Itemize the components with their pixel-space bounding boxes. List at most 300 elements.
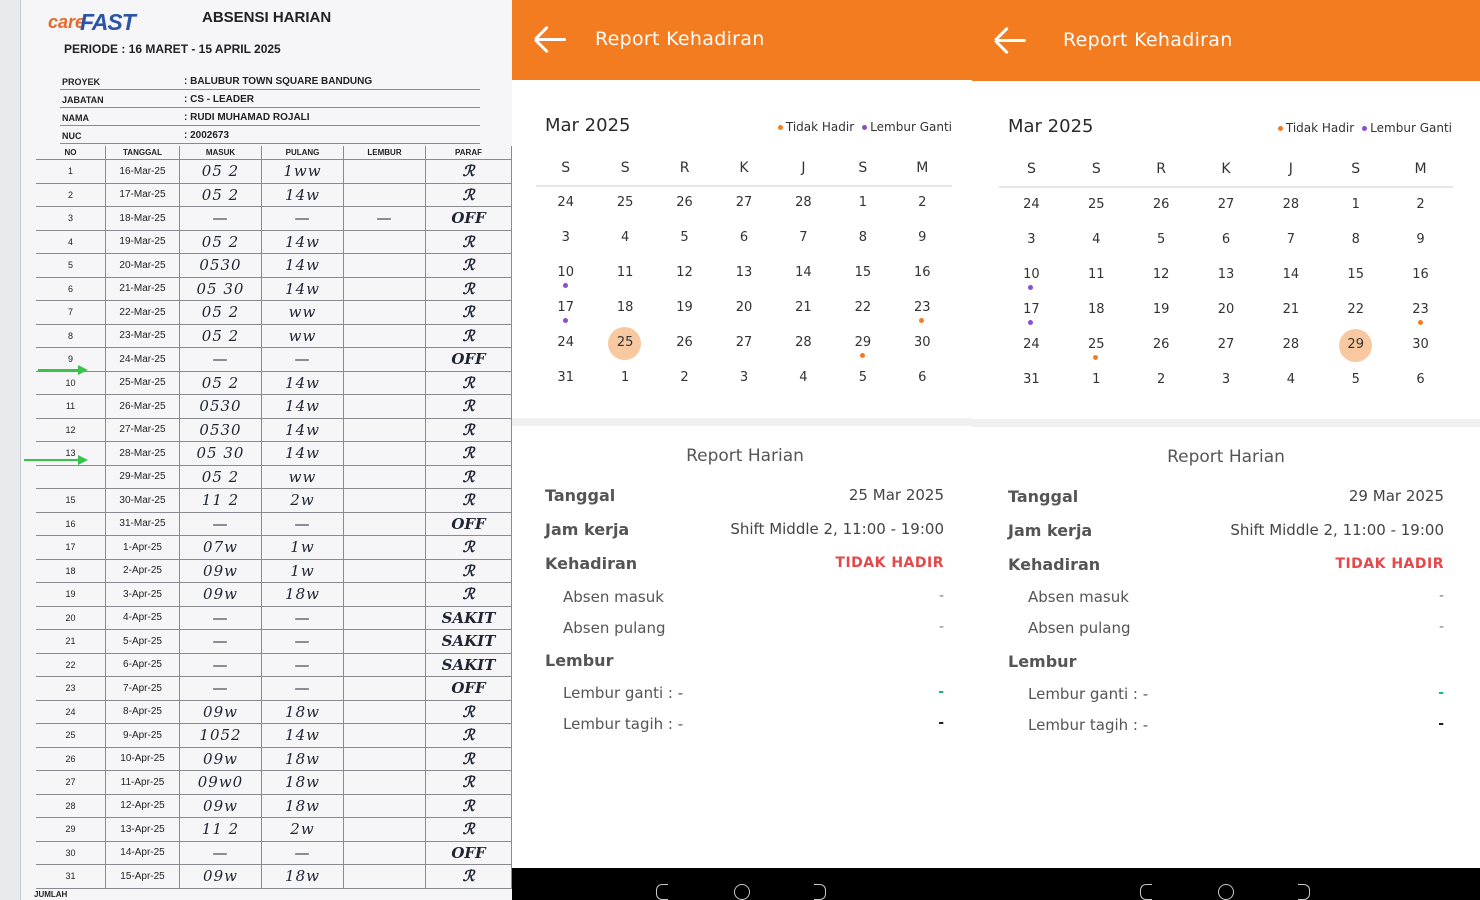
table-cell-paraf: ℛ	[426, 748, 512, 771]
table-cell-paraf: ℛ	[426, 560, 512, 583]
day-number: 28	[795, 335, 812, 350]
table-cell-pulang: 18w	[262, 701, 344, 724]
calendar-day[interactable]	[1013, 224, 1049, 256]
calendar-day[interactable]	[1273, 294, 1309, 326]
table-cell-date: 25-Mar-25	[106, 372, 180, 395]
calendar-day[interactable]	[667, 327, 703, 359]
table-cell-masuk: —	[180, 207, 262, 230]
table-row	[36, 301, 512, 325]
table-row	[36, 231, 512, 255]
table-cell-date: 2-Apr-25	[106, 560, 180, 583]
table-row	[36, 795, 512, 819]
table-cell-date: 10-Apr-25	[106, 748, 180, 771]
table-cell-masuk: 07w	[180, 536, 262, 559]
table-row	[36, 184, 512, 208]
day-number: 11	[616, 265, 634, 280]
day-number: 5	[680, 230, 689, 245]
app-bar-title: Report Kehadiran	[1063, 28, 1233, 51]
table-row	[36, 536, 512, 560]
calendar-day[interactable]	[1208, 189, 1244, 221]
table-cell-lembur	[344, 795, 426, 818]
day-number: 21	[1282, 302, 1300, 317]
calendar-day[interactable]	[785, 222, 821, 254]
day-number: 13	[735, 265, 753, 280]
table-header-cell: MASUK	[180, 146, 262, 160]
calendar-day[interactable]	[904, 187, 940, 219]
table-cell-no: 26	[36, 748, 106, 771]
table-cell-lembur	[344, 536, 426, 559]
table-cell-pulang: 1w	[262, 536, 344, 559]
day-number: 6	[1221, 232, 1231, 247]
table-cell-paraf: ℛ	[426, 231, 512, 254]
lembur-label: Lembur	[1008, 652, 1077, 671]
day-number: 6	[1416, 372, 1425, 387]
table-cell-date: 29-Mar-25	[106, 466, 180, 489]
calendar-day[interactable]	[785, 362, 821, 394]
day-number: 6	[918, 370, 927, 385]
table-cell-paraf: ℛ	[426, 583, 512, 606]
calendar-day[interactable]	[607, 222, 643, 254]
nav-recent-icon[interactable]	[1298, 884, 1310, 900]
table-cell-no: 13	[36, 442, 106, 465]
logo-care-text: care	[48, 12, 86, 32]
table-cell-pulang: 14w	[262, 278, 344, 301]
calendar-day[interactable]	[667, 222, 703, 254]
calendar-day[interactable]	[1338, 329, 1374, 361]
table-cell-masuk: 1052	[180, 724, 262, 747]
table-cell-pulang: 18w	[262, 795, 344, 818]
table-cell-masuk: 0530	[180, 395, 262, 418]
table-cell-lembur	[344, 489, 426, 512]
calendar-day[interactable]	[1403, 224, 1439, 256]
weekday-header: K	[739, 160, 749, 176]
calendar-day[interactable]	[1403, 259, 1439, 291]
table-cell-masuk: 05 2	[180, 231, 262, 254]
table-cell-date: 3-Apr-25	[106, 583, 180, 606]
table-cell-lembur	[344, 395, 426, 418]
table-row	[36, 865, 512, 889]
calendar-day[interactable]	[726, 222, 762, 254]
day-number: 24	[1023, 337, 1040, 352]
calendar-month-label[interactable]: Mar 2025	[545, 115, 631, 136]
weekday-header: J	[801, 160, 806, 176]
day-number: 15	[854, 265, 872, 280]
table-cell-no: 4	[36, 231, 106, 254]
day-number: 18	[1088, 302, 1105, 317]
calendar-day[interactable]	[1208, 224, 1244, 256]
table-row	[36, 583, 512, 607]
absent-dot-icon	[860, 353, 865, 358]
info-value: : CS - LEADER	[184, 94, 254, 105]
calendar-day[interactable]	[904, 292, 940, 324]
calendar-day[interactable]	[548, 292, 584, 324]
day-number: 17	[557, 300, 574, 315]
calendar-day[interactable]	[1338, 224, 1374, 256]
calendar-day[interactable]	[607, 187, 643, 219]
weekday-header: M	[916, 160, 929, 176]
calendar-day[interactable]	[904, 362, 940, 394]
table-cell-lembur	[344, 184, 426, 207]
calendar-day[interactable]	[607, 292, 643, 324]
calendar-day[interactable]	[1143, 329, 1179, 361]
calendar-day[interactable]	[1338, 189, 1374, 221]
lembur-dot-icon	[1028, 320, 1033, 325]
calendar-day[interactable]	[607, 257, 643, 289]
table-cell-pulang: 18w	[262, 583, 344, 606]
day-number: 24	[557, 335, 574, 350]
calendar-day[interactable]	[1078, 189, 1114, 221]
table-cell-no: 3	[36, 207, 106, 230]
kehadiran-status-badge: TIDAK HADIR	[835, 555, 944, 571]
table-cell-masuk: 05 2	[180, 184, 262, 207]
table-cell-masuk: 11 2	[180, 818, 262, 841]
table-cell-pulang: ww	[262, 466, 344, 489]
calendar-day[interactable]	[904, 327, 940, 359]
calendar-day[interactable]	[1338, 364, 1374, 396]
day-number: 3	[1221, 372, 1231, 387]
table-cell-date: 23-Mar-25	[106, 325, 180, 348]
calendar-day[interactable]	[548, 362, 584, 394]
calendar-day[interactable]	[845, 187, 881, 219]
table-cell-no: 5	[36, 254, 106, 277]
table-cell-pulang: 14w	[262, 395, 344, 418]
purple-dot-icon	[1362, 126, 1367, 131]
calendar-day[interactable]	[607, 362, 643, 394]
table-cell-date: 7-Apr-25	[106, 677, 180, 700]
calendar-day[interactable]	[1143, 189, 1179, 221]
calendar-day[interactable]	[1273, 364, 1309, 396]
table-cell-paraf: OFF	[426, 207, 512, 230]
table-cell-lembur	[344, 442, 426, 465]
lembur-tagih-label: Lembur tagih : -	[1028, 716, 1149, 734]
table-cell-lembur	[344, 630, 426, 653]
table-cell-pulang: 18w	[262, 771, 344, 794]
table-cell-lembur	[344, 513, 426, 536]
table-cell-paraf: ℛ	[426, 160, 512, 183]
table-cell-lembur	[344, 701, 426, 724]
day-number: 4	[1286, 372, 1295, 387]
calendar-day[interactable]	[726, 327, 762, 359]
day-number: 30	[1412, 337, 1429, 352]
day-number: 15	[1347, 267, 1364, 282]
table-cell-pulang: 2w	[262, 489, 344, 512]
table-row	[36, 372, 512, 396]
day-number: 16	[1412, 267, 1429, 282]
table-cell-paraf: ℛ	[426, 771, 512, 794]
day-number: 1	[1351, 197, 1360, 212]
day-number: 27	[1217, 337, 1235, 352]
calendar-day[interactable]	[667, 292, 703, 324]
calendar-day[interactable]	[726, 362, 762, 394]
calendar-day[interactable]	[667, 257, 703, 289]
calendar-day[interactable]	[548, 327, 584, 359]
table-cell-pulang: 14w	[262, 419, 344, 442]
table-cell-no: 19	[36, 583, 106, 606]
table-cell-lembur	[344, 607, 426, 630]
table-row	[36, 442, 512, 466]
calendar-day[interactable]	[845, 362, 881, 394]
table-cell-paraf: ℛ	[426, 795, 512, 818]
attendance-sheet-photo	[0, 0, 512, 900]
back-arrow-icon[interactable]	[994, 25, 1030, 57]
table-cell-pulang: —	[262, 348, 344, 371]
table-cell-no: 15	[36, 489, 106, 512]
calendar-day[interactable]	[904, 222, 940, 254]
calendar-day[interactable]	[1078, 259, 1114, 291]
table-cell-paraf: ℛ	[426, 254, 512, 277]
day-number: 5	[858, 370, 867, 385]
table-cell-no: 6	[36, 278, 106, 301]
weekday-header: K	[1221, 161, 1231, 177]
table-cell-masuk: —	[180, 348, 262, 371]
tanggal-label: Tanggal	[1008, 487, 1079, 506]
nav-home-icon[interactable]	[734, 884, 750, 900]
calendar-day[interactable]	[845, 257, 881, 289]
table-row	[36, 842, 512, 866]
table-cell-date: 24-Mar-25	[106, 348, 180, 371]
sheet-info-row	[60, 90, 480, 108]
calendar-day[interactable]	[845, 327, 881, 359]
day-number: 2	[1157, 372, 1166, 387]
day-number: 14	[1282, 267, 1300, 282]
calendar-day[interactable]	[1078, 364, 1114, 396]
logo-fast-text: FAST	[80, 9, 135, 35]
day-number: 5	[1351, 372, 1360, 387]
table-row	[36, 818, 512, 842]
calendar-day[interactable]	[607, 327, 643, 359]
calendar-day[interactable]	[1208, 259, 1244, 291]
table-header-cell: PULANG	[262, 146, 344, 160]
nav-back-icon[interactable]	[656, 884, 668, 900]
report-harian-title: Report Harian	[1167, 447, 1285, 467]
calendar-day[interactable]	[1013, 259, 1049, 291]
calendar-day[interactable]	[1013, 364, 1049, 396]
day-number: 3	[739, 370, 749, 385]
table-cell-paraf: OFF	[426, 513, 512, 536]
table-cell-date: 26-Mar-25	[106, 395, 180, 418]
table-cell-pulang: 2w	[262, 818, 344, 841]
day-number: 24	[557, 195, 574, 210]
calendar-day[interactable]	[1273, 329, 1309, 361]
table-cell-pulang: 1ww	[262, 160, 344, 183]
day-number: 4	[621, 230, 630, 245]
weekday-header: J	[1288, 161, 1293, 177]
lembur-dot-icon	[1028, 285, 1033, 290]
section-divider	[512, 418, 972, 426]
table-cell-masuk: 05 2	[180, 372, 262, 395]
table-cell-pulang: —	[262, 842, 344, 865]
table-cell-date: 27-Mar-25	[106, 419, 180, 442]
calendar-day[interactable]	[1078, 224, 1114, 256]
tanggal-label: Tanggal	[545, 486, 616, 505]
table-cell-no: 20	[36, 607, 106, 630]
table-cell-lembur	[344, 160, 426, 183]
table-header-cell: LEMBUR	[344, 146, 426, 160]
table-cell-pulang: 14w	[262, 724, 344, 747]
table-cell-paraf: OFF	[426, 677, 512, 700]
weekday-header: R	[679, 160, 690, 176]
calendar-day[interactable]	[1338, 294, 1374, 326]
table-cell-pulang: —	[262, 513, 344, 536]
info-label: NUC	[62, 131, 82, 141]
jam-kerja-label: Jam kerja	[545, 520, 630, 539]
table-cell-masuk: —	[180, 607, 262, 630]
app-bar	[512, 0, 972, 80]
calendar-day[interactable]	[845, 292, 881, 324]
kehadiran-label: Kehadiran	[1008, 555, 1101, 574]
calendar-day[interactable]	[1208, 294, 1244, 326]
calendar-day[interactable]	[785, 257, 821, 289]
table-row	[36, 560, 512, 584]
table-cell-lembur: —	[344, 207, 426, 230]
table-row	[36, 466, 512, 490]
table-cell-pulang: —	[262, 677, 344, 700]
day-number: 11	[1088, 267, 1105, 282]
calendar-day[interactable]	[1403, 294, 1439, 326]
calendar-day[interactable]	[1078, 329, 1114, 361]
back-arrow-icon[interactable]	[534, 24, 570, 56]
table-cell-pulang: —	[262, 207, 344, 230]
table-cell-lembur	[344, 818, 426, 841]
calendar-month-label[interactable]: Mar 2025	[1008, 116, 1094, 137]
table-cell-no: 17	[36, 536, 106, 559]
lembur-tagih-value: -	[1438, 716, 1444, 732]
table-cell-masuk: 05 2	[180, 466, 262, 489]
table-cell-pulang: 18w	[262, 748, 344, 771]
weekday-header: S	[1091, 161, 1101, 177]
table-cell-paraf: ℛ	[426, 301, 512, 324]
table-cell-no: 31	[36, 865, 106, 888]
app-bar-title: Report Kehadiran	[595, 28, 765, 50]
table-cell-no: 30	[36, 842, 106, 865]
calendar-day[interactable]	[548, 187, 584, 219]
info-label: NAMA	[62, 113, 89, 123]
table-cell-masuk: 0530	[180, 254, 262, 277]
table-row	[36, 278, 512, 302]
day-number: 8	[858, 230, 867, 245]
calendar-day[interactable]	[1013, 329, 1049, 361]
calendar-day[interactable]	[1078, 294, 1114, 326]
absent-dot-icon	[1093, 355, 1098, 360]
table-cell-pulang: 14w	[262, 184, 344, 207]
table-cell-no: 7	[36, 301, 106, 324]
calendar-day[interactable]	[726, 187, 762, 219]
calendar-divider	[999, 186, 1453, 188]
table-cell-masuk: —	[180, 654, 262, 677]
calendar-day[interactable]	[1208, 364, 1244, 396]
table-cell-no: 22	[36, 654, 106, 677]
day-number: 17	[1023, 302, 1040, 317]
android-nav-bar	[512, 868, 972, 900]
day-number: 24	[1023, 197, 1040, 212]
table-cell-masuk: 09w	[180, 560, 262, 583]
report-harian-title: Report Harian	[686, 446, 804, 466]
table-cell-pulang: 1w	[262, 560, 344, 583]
calendar-day[interactable]	[548, 222, 584, 254]
table-header-cell: TANGGAL	[106, 146, 180, 160]
calendar-day[interactable]	[1403, 329, 1439, 361]
green-arrow-icon	[24, 455, 88, 465]
table-cell-paraf: ℛ	[426, 395, 512, 418]
absen-masuk-value: -	[1438, 588, 1444, 604]
table-cell-masuk: 05 2	[180, 325, 262, 348]
carefast-logo	[44, 8, 140, 36]
table-cell-date: 12-Apr-25	[106, 795, 180, 818]
calendar-day[interactable]	[904, 257, 940, 289]
calendar-day[interactable]	[785, 327, 821, 359]
table-cell-paraf: ℛ	[426, 701, 512, 724]
table-cell-paraf: ℛ	[426, 724, 512, 747]
table-cell-no: 21	[36, 630, 106, 653]
calendar-day[interactable]	[667, 187, 703, 219]
calendar-day[interactable]	[785, 292, 821, 324]
calendar-day[interactable]	[667, 362, 703, 394]
table-cell-paraf: ℛ	[426, 489, 512, 512]
table-cell-lembur	[344, 748, 426, 771]
calendar-day[interactable]	[1143, 364, 1179, 396]
calendar-day[interactable]	[1143, 224, 1179, 256]
day-number: 27	[735, 335, 753, 350]
calendar-day[interactable]	[726, 257, 762, 289]
day-number: 27	[1217, 197, 1235, 212]
info-value: : 2002673	[184, 130, 230, 141]
calendar-day[interactable]	[726, 292, 762, 324]
table-cell-lembur	[344, 372, 426, 395]
weekday-header: R	[1156, 161, 1166, 177]
table-cell-lembur	[344, 865, 426, 888]
calendar-day[interactable]	[1273, 224, 1309, 256]
day-number: 1	[1092, 372, 1101, 387]
day-number: 31	[1023, 372, 1040, 387]
day-number: 28	[1282, 337, 1300, 352]
nav-home-icon[interactable]	[1218, 884, 1234, 900]
calendar-day[interactable]	[1403, 364, 1439, 396]
lembur-ganti-label: Lembur ganti : -	[563, 684, 684, 702]
day-number: 1	[621, 370, 630, 385]
calendar-day[interactable]	[785, 187, 821, 219]
calendar-day[interactable]	[1338, 259, 1374, 291]
calendar-day[interactable]	[1273, 189, 1309, 221]
table-cell-lembur	[344, 771, 426, 794]
purple-dot-icon	[862, 125, 867, 130]
calendar-day[interactable]	[1208, 329, 1244, 361]
calendar-day[interactable]	[845, 222, 881, 254]
calendar-day[interactable]	[548, 257, 584, 289]
calendar-day[interactable]	[1013, 294, 1049, 326]
table-row	[36, 513, 512, 537]
nav-recent-icon[interactable]	[814, 884, 826, 900]
table-cell-lembur	[344, 419, 426, 442]
calendar-day[interactable]	[1013, 189, 1049, 221]
calendar-legend	[774, 120, 952, 134]
tanggal-value: 25 Mar 2025	[848, 486, 944, 504]
calendar-day[interactable]	[1143, 259, 1179, 291]
table-cell-masuk: 09w	[180, 748, 262, 771]
nav-back-icon[interactable]	[1140, 884, 1152, 900]
table-cell-date: 5-Apr-25	[106, 630, 180, 653]
orange-dot-icon	[1278, 126, 1283, 131]
calendar-day[interactable]	[1403, 189, 1439, 221]
day-number: 2	[918, 195, 927, 210]
orange-dot-icon	[778, 125, 783, 130]
weekday-header: S	[620, 160, 630, 176]
lembur-ganti-value: -	[1438, 685, 1444, 701]
table-cell-lembur	[344, 583, 426, 606]
calendar-day[interactable]	[1143, 294, 1179, 326]
calendar-day[interactable]	[1273, 259, 1309, 291]
absen-masuk-value: -	[938, 588, 944, 604]
day-number: 8	[1351, 232, 1360, 247]
